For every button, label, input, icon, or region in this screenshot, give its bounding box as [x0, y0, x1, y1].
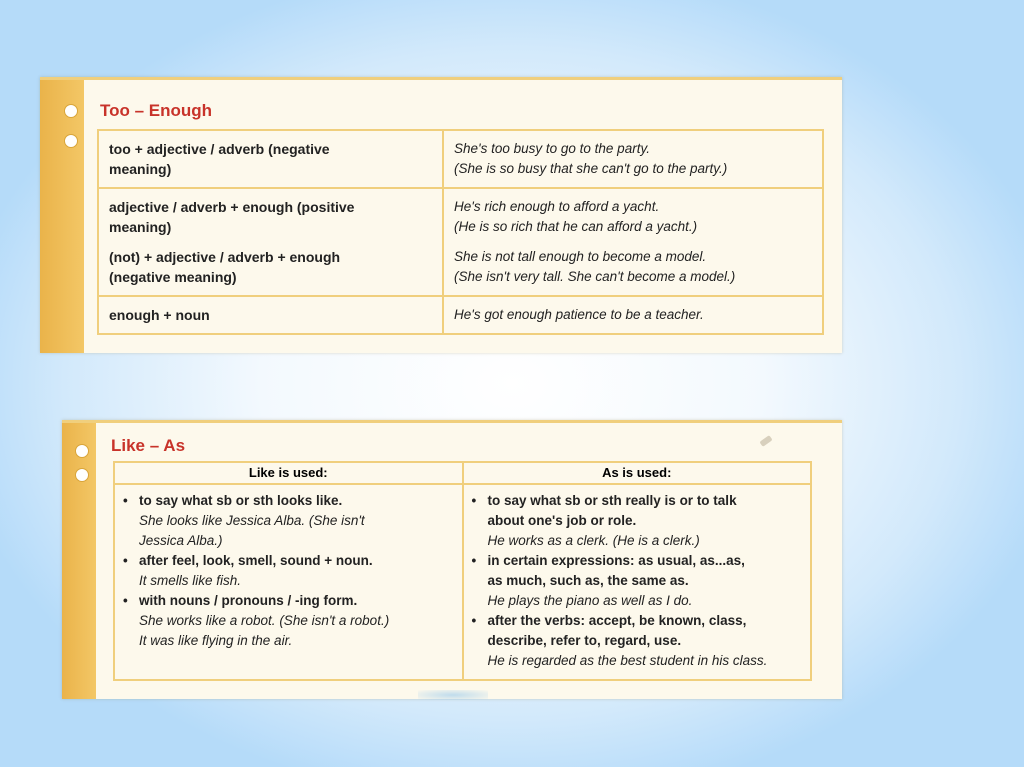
rule-cell [98, 130, 443, 188]
binder-spine [62, 423, 96, 699]
usage-example: It was like flying in the air. [139, 633, 293, 648]
table-row [114, 484, 811, 680]
rule-text: meaning) [109, 161, 172, 177]
rule-text: enough + noun [109, 307, 210, 323]
list-item [123, 491, 454, 551]
column-header-as: As is used: [463, 462, 812, 484]
binder-hole-icon [64, 104, 78, 118]
bullet-icon: • [123, 593, 128, 608]
like-uses-cell [114, 484, 463, 680]
list-item [472, 611, 803, 671]
too-enough-table [97, 129, 824, 335]
rule-text: too + adjective / adverb (negative [109, 141, 330, 157]
rule-text: adjective / adverb + enough (positive [109, 199, 355, 215]
usage-example: It smells like fish. [139, 573, 242, 588]
list-item [472, 491, 803, 551]
card-title: Too – Enough [100, 101, 213, 120]
usage-example: She works like a robot. (She isn't a robot.) [139, 613, 390, 628]
example-cell [443, 130, 823, 188]
example-cell [443, 296, 823, 334]
table-header-row [114, 462, 811, 484]
example-text: She's too busy to go to the party. [454, 141, 650, 156]
card-title: Like – As [111, 436, 186, 455]
decorative-shadow [418, 690, 488, 700]
table-row [98, 130, 823, 188]
usage-example: She looks like Jessica Alba. (She isn't [139, 513, 365, 528]
list-item [123, 591, 454, 651]
usage-example: He plays the piano as well as I do. [487, 593, 693, 608]
usage-rule: with nouns / pronouns / -ing form. [139, 593, 358, 608]
example-text: (She is so busy that she can't go to the party.) [454, 161, 728, 176]
like-as-table [113, 461, 812, 681]
table-row [98, 188, 823, 296]
bullet-icon: • [123, 493, 128, 508]
binder-hole-icon [75, 468, 89, 482]
usage-rule: in certain expressions: as usual, as...as, [487, 553, 745, 568]
rule-cell [98, 296, 443, 334]
usage-rule: after feel, look, smell, sound + noun. [139, 553, 373, 568]
example-text: (He is so rich that he can afford a yacht.) [454, 219, 698, 234]
usage-rule: as much, such as, the same as. [487, 573, 689, 588]
binder-hole-icon [64, 134, 78, 148]
usage-rule: to say what sb or sth looks like. [139, 493, 343, 508]
rule-text: meaning) [109, 219, 172, 235]
list-item [472, 551, 803, 611]
usage-rule: describe, refer to, regard, use. [487, 633, 682, 648]
list-item [123, 551, 454, 591]
column-header-like: Like is used: [114, 462, 463, 484]
bullet-icon: • [471, 613, 477, 628]
usage-example: Jessica Alba.) [139, 533, 223, 548]
example-text: (She isn't very tall. She can't become a model.) [454, 269, 736, 284]
rule-text: (not) + adjective / adverb + enough [109, 249, 341, 265]
too-enough-card [40, 77, 842, 353]
table-row [98, 296, 823, 334]
as-uses-cell [463, 484, 812, 680]
rule-text: (negative meaning) [109, 269, 237, 285]
example-text: She is not tall enough to become a model. [454, 249, 707, 264]
usage-example: He works as a clerk. (He is a clerk.) [487, 533, 700, 548]
binder-hole-icon [75, 444, 89, 458]
binder-spine [40, 80, 84, 353]
example-text: He's rich enough to afford a yacht. [454, 199, 660, 214]
example-cell [443, 188, 823, 296]
usage-example: He is regarded as the best student in his class. [487, 653, 768, 668]
usage-rule: to say what sb or sth really is or to talk [487, 493, 737, 508]
example-text: He's got enough patience to be a teacher. [454, 307, 704, 322]
like-as-card [62, 420, 842, 699]
bullet-icon: • [471, 493, 477, 508]
rule-cell [98, 188, 443, 296]
usage-rule: about one's job or role. [487, 513, 637, 528]
usage-rule: after the verbs: accept, be known, class, [487, 613, 747, 628]
bullet-icon: • [471, 553, 477, 568]
bullet-icon: • [123, 553, 128, 568]
